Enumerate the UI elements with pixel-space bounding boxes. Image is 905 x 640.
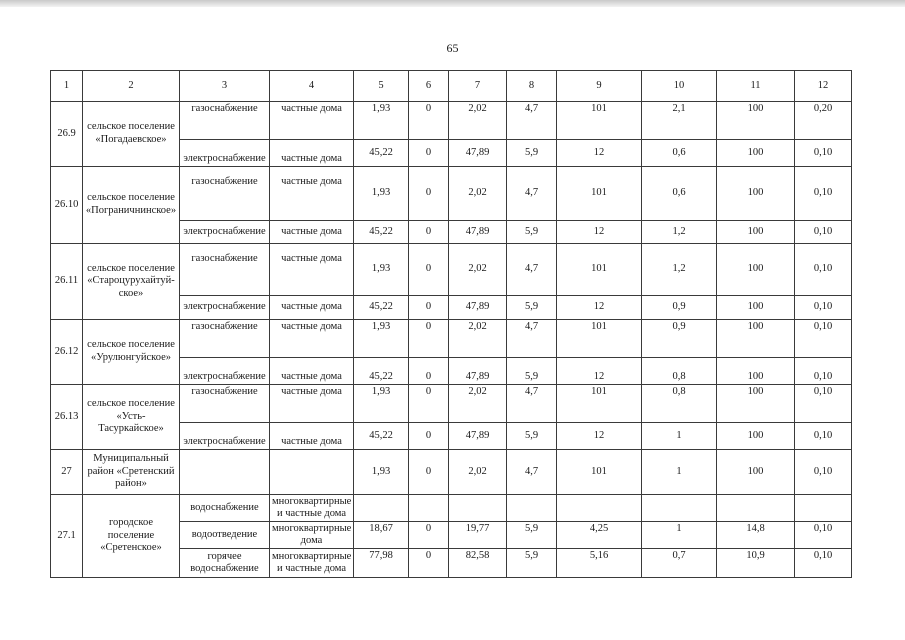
service-cell: электроснабжение xyxy=(180,221,270,244)
value-cell: 5,9 xyxy=(507,423,557,450)
value-cell: 0 xyxy=(409,102,449,140)
value-cell: 1,93 xyxy=(354,385,409,423)
value-cell: 10,9 xyxy=(717,549,795,578)
value-cell: 0 xyxy=(409,450,449,495)
object-cell: частные дома xyxy=(270,320,354,358)
value-cell: 12 xyxy=(557,221,642,244)
value-cell: 1,93 xyxy=(354,102,409,140)
value-cell: 0 xyxy=(409,167,449,221)
value-cell: 0 xyxy=(409,320,449,358)
object-cell: многоквартирные дома xyxy=(270,522,354,549)
header-cell: 11 xyxy=(717,71,795,102)
value-cell: 0 xyxy=(409,522,449,549)
value-cell: 2,1 xyxy=(642,102,717,140)
value-cell xyxy=(717,495,795,522)
row-name: сельское поселение «Усть-Тасуркайское» xyxy=(83,385,180,450)
value-cell: 0,8 xyxy=(642,385,717,423)
value-cell: 100 xyxy=(717,221,795,244)
value-cell: 0 xyxy=(409,221,449,244)
object-cell: частные дома xyxy=(270,167,354,221)
value-cell: 5,9 xyxy=(507,221,557,244)
value-cell: 101 xyxy=(557,244,642,296)
value-cell xyxy=(449,495,507,522)
header-cell: 4 xyxy=(270,71,354,102)
header-cell: 9 xyxy=(557,71,642,102)
header-row xyxy=(51,71,852,102)
table-row xyxy=(51,320,852,358)
header-cell: 5 xyxy=(354,71,409,102)
value-cell: 4,7 xyxy=(507,450,557,495)
value-cell: 45,22 xyxy=(354,296,409,320)
value-cell: 0 xyxy=(409,140,449,167)
value-cell: 4,7 xyxy=(507,102,557,140)
value-cell: 101 xyxy=(557,450,642,495)
object-cell: частные дома xyxy=(270,244,354,296)
value-cell: 2,02 xyxy=(449,167,507,221)
value-cell: 45,22 xyxy=(354,221,409,244)
value-cell: 4,7 xyxy=(507,320,557,358)
value-cell: 4,7 xyxy=(507,244,557,296)
service-cell: газоснабжение xyxy=(180,244,270,296)
value-cell: 5,16 xyxy=(557,549,642,578)
value-cell: 0,10 xyxy=(795,244,852,296)
value-cell: 12 xyxy=(557,140,642,167)
value-cell: 100 xyxy=(717,450,795,495)
header-cell: 10 xyxy=(642,71,717,102)
value-cell: 100 xyxy=(717,102,795,140)
scan-edge xyxy=(0,0,905,7)
value-cell: 0,6 xyxy=(642,167,717,221)
value-cell: 0 xyxy=(409,385,449,423)
value-cell: 100 xyxy=(717,140,795,167)
service-cell: газоснабжение xyxy=(180,102,270,140)
header-cell: 6 xyxy=(409,71,449,102)
value-cell: 19,77 xyxy=(449,522,507,549)
value-cell: 2,02 xyxy=(449,244,507,296)
value-cell: 0,7 xyxy=(642,549,717,578)
value-cell: 1 xyxy=(642,450,717,495)
value-cell: 2,02 xyxy=(449,450,507,495)
value-cell: 1 xyxy=(642,423,717,450)
value-cell: 1,93 xyxy=(354,320,409,358)
value-cell: 4,7 xyxy=(507,167,557,221)
value-cell: 100 xyxy=(717,320,795,358)
service-cell: электроснабжение xyxy=(180,140,270,167)
value-cell xyxy=(642,495,717,522)
row-name: сельское поселение «Урулюнгуйское» xyxy=(83,320,180,385)
header-cell: 8 xyxy=(507,71,557,102)
header-cell: 2 xyxy=(83,71,180,102)
value-cell: 0 xyxy=(409,296,449,320)
value-cell: 0,6 xyxy=(642,140,717,167)
value-cell: 1,93 xyxy=(354,450,409,495)
data-table xyxy=(50,70,852,578)
value-cell: 0,10 xyxy=(795,358,852,385)
value-cell: 0,10 xyxy=(795,320,852,358)
object-cell: многоквартирные и частные дома xyxy=(270,495,354,522)
object-cell xyxy=(270,450,354,495)
page-number: 65 xyxy=(446,41,459,55)
value-cell: 0,9 xyxy=(642,320,717,358)
header-cell: 1 xyxy=(51,71,83,102)
table-row xyxy=(51,102,852,140)
object-cell: частные дома xyxy=(270,296,354,320)
value-cell: 100 xyxy=(717,358,795,385)
value-cell xyxy=(354,495,409,522)
object-cell: частные дома xyxy=(270,358,354,385)
object-cell: частные дома xyxy=(270,385,354,423)
value-cell: 0,10 xyxy=(795,385,852,423)
row-code: 27.1 xyxy=(51,495,83,578)
value-cell xyxy=(409,495,449,522)
object-cell: многоквартирные и частные дома xyxy=(270,549,354,578)
value-cell: 0,10 xyxy=(795,296,852,320)
value-cell: 4,7 xyxy=(507,385,557,423)
value-cell xyxy=(507,495,557,522)
value-cell: 2,02 xyxy=(449,102,507,140)
object-cell: частные дома xyxy=(270,102,354,140)
service-cell: электроснабжение xyxy=(180,423,270,450)
row-code: 26.10 xyxy=(51,167,83,244)
value-cell: 5,9 xyxy=(507,358,557,385)
value-cell: 1,2 xyxy=(642,244,717,296)
value-cell: 101 xyxy=(557,167,642,221)
table-row xyxy=(51,450,852,495)
value-cell: 2,02 xyxy=(449,385,507,423)
row-name: Муниципальный район «Сретенский район» xyxy=(83,450,180,495)
value-cell: 0,10 xyxy=(795,167,852,221)
row-name: сельское поселение «Пограничнинское» xyxy=(83,167,180,244)
value-cell: 0 xyxy=(409,423,449,450)
object-cell: частные дома xyxy=(270,221,354,244)
value-cell: 0,10 xyxy=(795,423,852,450)
value-cell: 1,93 xyxy=(354,244,409,296)
value-cell: 47,89 xyxy=(449,221,507,244)
value-cell: 5,9 xyxy=(507,522,557,549)
value-cell: 47,89 xyxy=(449,140,507,167)
row-name: сельское поселение «Погадаевское» xyxy=(83,102,180,167)
value-cell: 47,89 xyxy=(449,296,507,320)
header-cell: 3 xyxy=(180,71,270,102)
header-cell: 12 xyxy=(795,71,852,102)
value-cell: 14,8 xyxy=(717,522,795,549)
value-cell: 0,10 xyxy=(795,522,852,549)
value-cell: 1,93 xyxy=(354,167,409,221)
value-cell: 101 xyxy=(557,320,642,358)
value-cell: 1 xyxy=(642,522,717,549)
row-code: 26.12 xyxy=(51,320,83,385)
row-code: 26.9 xyxy=(51,102,83,167)
value-cell: 0 xyxy=(409,549,449,578)
object-cell: частные дома xyxy=(270,423,354,450)
value-cell: 101 xyxy=(557,102,642,140)
value-cell: 45,22 xyxy=(354,358,409,385)
value-cell: 101 xyxy=(557,385,642,423)
table-row xyxy=(51,495,852,522)
value-cell: 100 xyxy=(717,385,795,423)
value-cell: 0,10 xyxy=(795,140,852,167)
service-cell: газоснабжение xyxy=(180,167,270,221)
row-name: сельское поселение «Староцурухайтуй-ское» xyxy=(83,244,180,320)
value-cell: 45,22 xyxy=(354,140,409,167)
value-cell: 5,9 xyxy=(507,549,557,578)
value-cell: 82,58 xyxy=(449,549,507,578)
value-cell: 100 xyxy=(717,244,795,296)
value-cell: 2,02 xyxy=(449,320,507,358)
row-code: 27 xyxy=(51,450,83,495)
value-cell: 1,2 xyxy=(642,221,717,244)
table-row xyxy=(51,167,852,221)
row-name: городское поселение «Сретенское» xyxy=(83,495,180,578)
service-cell: газоснабжение xyxy=(180,320,270,358)
value-cell: 4,25 xyxy=(557,522,642,549)
value-cell: 12 xyxy=(557,358,642,385)
table-row xyxy=(51,385,852,423)
value-cell: 5,9 xyxy=(507,296,557,320)
header-cell: 7 xyxy=(449,71,507,102)
service-cell: горячее водоснабжение xyxy=(180,549,270,578)
value-cell: 47,89 xyxy=(449,358,507,385)
row-code: 26.11 xyxy=(51,244,83,320)
service-cell: газоснабжение xyxy=(180,385,270,423)
value-cell: 77,98 xyxy=(354,549,409,578)
value-cell xyxy=(557,495,642,522)
value-cell: 5,9 xyxy=(507,140,557,167)
row-code: 26.13 xyxy=(51,385,83,450)
service-cell: водоснабжение xyxy=(180,495,270,522)
value-cell: 0 xyxy=(409,358,449,385)
table-row xyxy=(51,244,852,296)
value-cell: 0,20 xyxy=(795,102,852,140)
value-cell: 0,10 xyxy=(795,221,852,244)
value-cell: 0,10 xyxy=(795,549,852,578)
service-cell xyxy=(180,450,270,495)
value-cell: 45,22 xyxy=(354,423,409,450)
value-cell: 47,89 xyxy=(449,423,507,450)
value-cell: 12 xyxy=(557,296,642,320)
value-cell xyxy=(795,495,852,522)
value-cell: 100 xyxy=(717,423,795,450)
service-cell: электроснабжение xyxy=(180,358,270,385)
value-cell: 100 xyxy=(717,296,795,320)
service-cell: электроснабжение xyxy=(180,296,270,320)
value-cell: 0,8 xyxy=(642,358,717,385)
value-cell: 100 xyxy=(717,167,795,221)
value-cell: 0,10 xyxy=(795,450,852,495)
service-cell: водоотведение xyxy=(180,522,270,549)
value-cell: 12 xyxy=(557,423,642,450)
value-cell: 0,9 xyxy=(642,296,717,320)
object-cell: частные дома xyxy=(270,140,354,167)
value-cell: 0 xyxy=(409,244,449,296)
value-cell: 18,67 xyxy=(354,522,409,549)
